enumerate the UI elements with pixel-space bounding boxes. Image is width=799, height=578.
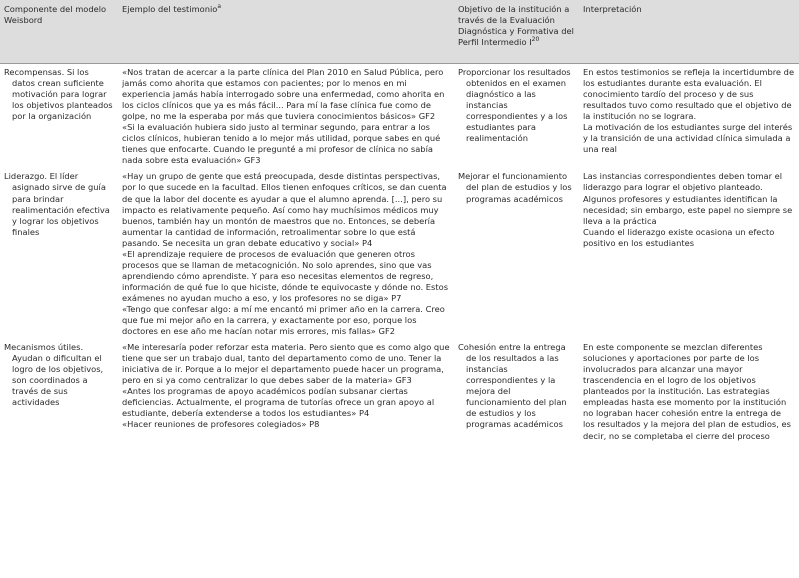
table-row bbox=[0, 339, 799, 578]
quote: «Nos tratan de acercar a la parte clínica del Plan 2010 en Salud Pública, pero jamás como ahorita que estamos con pacientes; por lo menos en mi experiencia jamás había interrogado sobre una enfermedad, como ahorita en los ciclos clínicos que ya es más fácil... Para mí la fase clínica fue como de golpe, no me la esperaba por más que tuviera conocimientos básicos» GF2 bbox=[122, 67, 445, 122]
header-row bbox=[0, 0, 799, 64]
quote: «Hay un grupo de gente que está preocupada, desde distintas perspectivas, por lo que sucede en la facultad. Ellos tienen enfoques críticos, se dan cuenta de que la labor del docente es ayudar a que el alumno aprenda. [...], pero su impacto es relativamente pequeño. Así como hay muchísimos médicos muy buenos, también hay un montón de maestros que no. Entonces, se debería aumentar la cantidad de información, retroalimentar sobre lo que está pasando. Se necesita un gran debate educativo y social» P4 bbox=[122, 171, 447, 248]
component-cell: Liderazgo. El líder asignado sirve de guía para brindar realimentación efectiva y lograr los objetivos finales bbox=[4, 171, 110, 237]
header-component: Componente del modelo Weisbord bbox=[0, 0, 118, 64]
example-cell bbox=[118, 339, 454, 578]
quote-ref: GF3 bbox=[395, 375, 412, 386]
quote: «Tengo que confesar algo: a mí me encantó mi primer año en la carrera. Creo que fue mi mejor año en la carrera, y exactamente por eso, porque los doctores en ese año me hacían notar mis errores, mis fallas» GF2 bbox=[122, 303, 445, 337]
interpretation-text: Las instancias correspondientes deben tomar el liderazgo para lograr el objetivo planteado. Algunos profesores y estudiantes identifican la necesidad; sin embargo, este papel no siempre se lleva a la práctica bbox=[583, 171, 793, 226]
objective-cell: Proporcionar los resultados obtenidos en el examen diagnóstico a las instancias correspondientes y a los estudiantes para realimentación bbox=[458, 67, 571, 144]
quote-ref: P7 bbox=[391, 292, 402, 303]
interpretation-text: En este componente se mezclan diferentes soluciones y aportaciones por parte de los involucrados para alcanzar una mayor trascendencia en el logro de los objetivos planteados por la institución. Las estrategias empleadas hasta ese momento por la institución no lograban hacer cohesión entre la entrega de los resultados y la mejora del plan de estudios, es decir, no se completaba el cierre del proceso bbox=[583, 342, 791, 441]
interpretation-text: La motivación de los estudiantes surge del interés y la transición de una actividad clínica simulada a una real bbox=[583, 122, 793, 155]
interpretation-cell bbox=[579, 339, 799, 578]
header-example: Ejemplo del testimonio$^a$ bbox=[118, 0, 454, 64]
component-cell: Mecanismos útiles. Ayudan o dificultan el logro de los objetivos, son coordinados a través de sus actividades bbox=[4, 342, 104, 408]
quote-ref: P4 bbox=[358, 408, 370, 419]
example-cell bbox=[118, 64, 454, 169]
reference-marker: 20 bbox=[531, 36, 540, 44]
example-cell bbox=[118, 168, 454, 339]
quote: «Si la evaluación hubiera sido justo al terminar segundo, para entrar a los ciclos clínicos, hubieran tenido a lo mejor más utilidad, porque sabes en qué tienes que enfocarte. Cuando le pregunté a mi profesor de clínica no sabía nada sobre esta evaluación» GF3 bbox=[122, 122, 441, 166]
quote: «El aprendizaje requiere de procesos de evaluación que generen otros procesos que se llaman de metacognición. No solo aprendes, sino que vas aprendiendo cómo aprendiste. Y para eso necesitas elementos de regreso, información de qué fue lo que hiciste, dónde te equivocaste y dónde no. Estos exámenes no ayudan mucho a eso, y los profesores no se diga» P7 bbox=[122, 248, 449, 303]
quote: «Antes los programas de apoyo académicos podían subsanar ciertas deficiencias. Actualmente, el programa de tutorías ofrece un gran apoyo al estudiante, debería extenderse a todos los estudiantes» P4 bbox=[122, 386, 435, 419]
objective-cell: Mejorar el funcionamiento del plan de estudios y los programas académicos bbox=[458, 171, 572, 204]
interpretation-text: En estos testimonios se refleja la incertidumbre de los estudiantes durante esta evaluación. El conocimiento tardío del proceso y de sus resultados tuvo como resultado que el objetivo de la institución no se lograra. bbox=[583, 67, 795, 122]
header-objective: Objetivo de la institución a través de la Evaluación Diagnóstica y Formativa del Perfil Intermedio $I^{20}$ bbox=[454, 0, 579, 64]
quote: «Hacer reuniones de profesores colegiados» P8 bbox=[122, 419, 320, 430]
quote: «Me interesaría poder reforzar esta materia. Pero siento que es como algo que tiene que ser un trabajo dual, tanto del departamento como de uno. Tener la iniciativa de ir. Porque a lo mejor el departamento puede hacer un programa, pero en si ya como centralizar lo que debes saber de la materia» GF3 bbox=[122, 342, 450, 386]
quote-ref: P8 bbox=[309, 419, 320, 430]
objective-cell: Cohesión entre la entrega de los resultados a las instancias correspondientes y la mejora del funcionamiento del plan de estudios y los programas académicos bbox=[458, 342, 567, 430]
quote-ref: GF2 bbox=[378, 326, 396, 337]
table-row bbox=[0, 168, 799, 339]
quote-ref: GF2 bbox=[418, 111, 436, 122]
quote-ref: P4 bbox=[362, 237, 373, 248]
footnote-marker: a bbox=[217, 3, 222, 11]
component-cell: Recompensas. Si los datos crean suficiente motivación para lograr los objetivos planteados por la organización bbox=[4, 67, 113, 122]
interpretation-text: Cuando el liderazgo existe ocasiona un efecto positivo en los estudiantes bbox=[583, 226, 775, 248]
interpretation-cell bbox=[579, 168, 799, 339]
header-interpretation: Interpretación bbox=[579, 0, 799, 64]
interpretation-cell bbox=[579, 64, 799, 169]
table-row bbox=[0, 64, 799, 169]
quote-ref: GF3 bbox=[244, 155, 261, 166]
